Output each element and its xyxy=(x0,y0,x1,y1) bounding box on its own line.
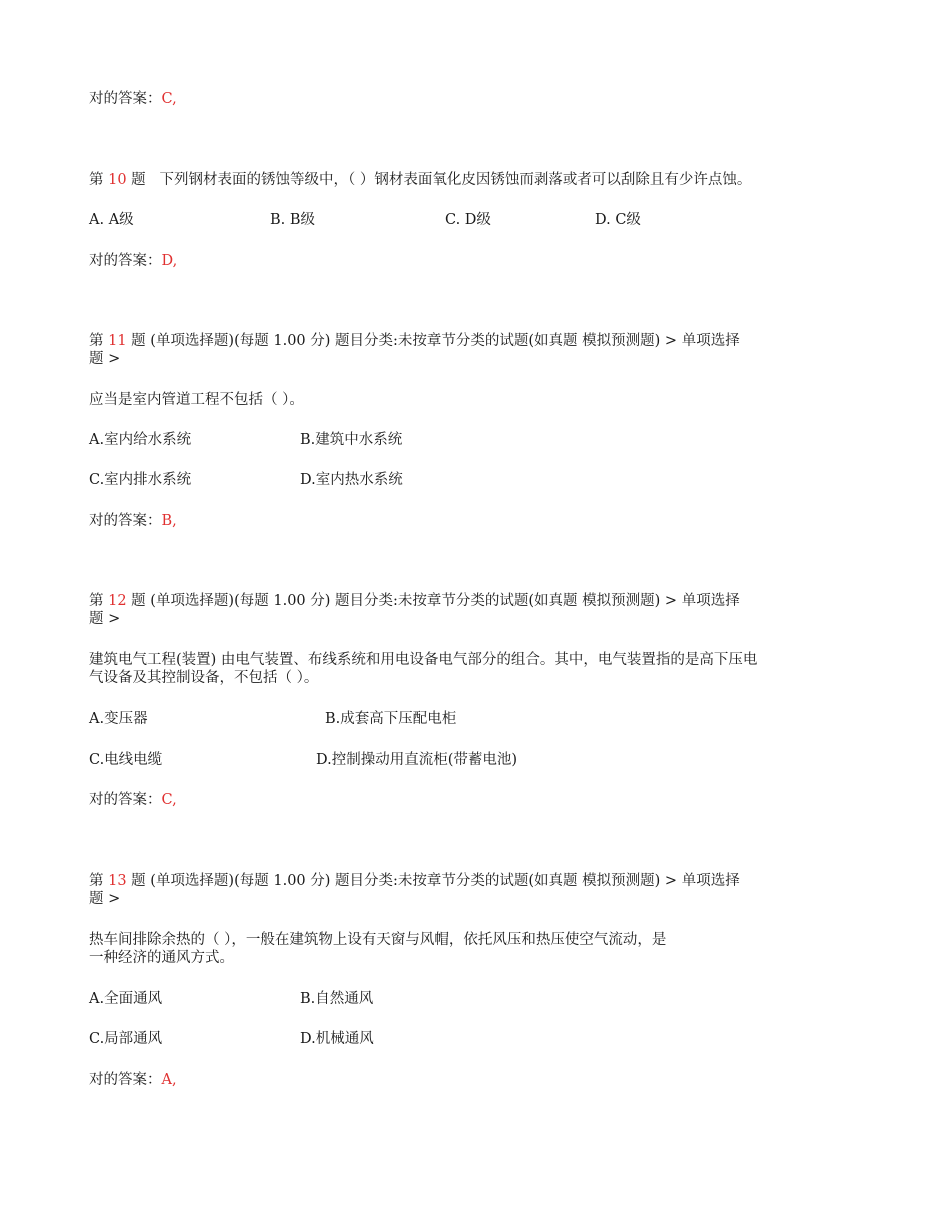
question-prefix: 第 xyxy=(89,333,109,349)
question-10-text xyxy=(89,171,751,189)
option-c: C.电线电缆 xyxy=(89,752,163,768)
answer-line xyxy=(89,90,177,108)
question-prefix: 第 xyxy=(89,172,109,188)
option-a: A.室内给水系统 xyxy=(89,432,192,448)
option-c: C.室内排水系统 xyxy=(89,472,192,488)
answer-label: 对的答案： xyxy=(89,513,162,529)
question-number: 10 xyxy=(108,172,127,188)
option-b: B.自然通风 xyxy=(300,991,374,1007)
question-number: 12 xyxy=(108,593,127,609)
answer-line xyxy=(89,252,177,270)
question-header: 题 (单项选择题)(每题 1.00 分) 题目分类:未按章节分类的试题(如真题 模拟预测题) > 单项选择 xyxy=(126,333,740,349)
option-b: B. B级 xyxy=(270,212,316,228)
option-c: C. D级 xyxy=(445,212,491,228)
question-11-header xyxy=(89,332,740,350)
option-a: A.全面通风 xyxy=(89,991,163,1007)
option-a: A.变压器 xyxy=(89,711,148,727)
answer-value: B, xyxy=(161,513,177,529)
option-d: D.室内热水系统 xyxy=(300,472,403,488)
answer-label: 对的答案： xyxy=(89,253,162,269)
question-header-continued: 题 > xyxy=(89,611,121,627)
question-12-header xyxy=(89,592,740,610)
option-a: A. A级 xyxy=(89,212,134,228)
answer-label: 对的答案： xyxy=(89,792,162,808)
answer-value: D, xyxy=(161,253,178,269)
answer-line xyxy=(89,512,177,530)
question-suffix: 题 xyxy=(126,172,146,188)
question-stem-line2: 一种经济的通风方式。 xyxy=(89,950,234,966)
question-prefix: 第 xyxy=(89,873,109,889)
answer-label: 对的答案： xyxy=(89,91,162,107)
option-b: B.建筑中水系统 xyxy=(300,432,403,448)
question-stem-line1: 热车间排除余热的（ ），一般在建筑物上设有天窗与风帽，依托风压和热压使空气流动，是 xyxy=(89,932,667,948)
question-stem-line2: 气设备及其控制设备，不包括（ ）。 xyxy=(89,670,319,686)
answer-line xyxy=(89,791,177,809)
question-stem: 应当是室内管道工程不包括（ ）。 xyxy=(89,392,304,408)
answer-value: A, xyxy=(161,1072,177,1088)
option-d: D.机械通风 xyxy=(300,1031,374,1047)
option-d: D. C级 xyxy=(595,212,641,228)
question-number: 11 xyxy=(108,333,127,349)
answer-value: C, xyxy=(161,91,177,107)
question-header: 题 (单项选择题)(每题 1.00 分) 题目分类:未按章节分类的试题(如真题 模拟预测题) > 单项选择 xyxy=(126,873,740,889)
answer-line xyxy=(89,1071,177,1089)
option-d: D.控制操动用直流柜(带蓄电池) xyxy=(316,752,518,768)
question-number: 13 xyxy=(108,873,127,889)
option-b: B.成套高下压配电柜 xyxy=(325,711,457,727)
answer-label: 对的答案： xyxy=(89,1072,162,1088)
question-header-continued: 题 > xyxy=(89,351,121,367)
question-prefix: 第 xyxy=(89,593,109,609)
question-stem: 下列钢材表面的锈蚀等级中，（ ）钢材表面氧化皮因锈蚀而剥落或者可以刮除且有少许点蚀。 xyxy=(159,172,752,188)
question-13-header xyxy=(89,872,740,890)
question-stem-line1: 建筑电气工程(装置) 由电气装置、布线系统和用电设备电气部分的组合。其中，电气装置指的是高下压电 xyxy=(89,652,758,668)
option-c: C.局部通风 xyxy=(89,1031,163,1047)
question-header: 题 (单项选择题)(每题 1.00 分) 题目分类:未按章节分类的试题(如真题 模拟预测题) > 单项选择 xyxy=(126,593,740,609)
question-header-continued: 题 > xyxy=(89,891,121,907)
answer-value: C, xyxy=(161,792,177,808)
